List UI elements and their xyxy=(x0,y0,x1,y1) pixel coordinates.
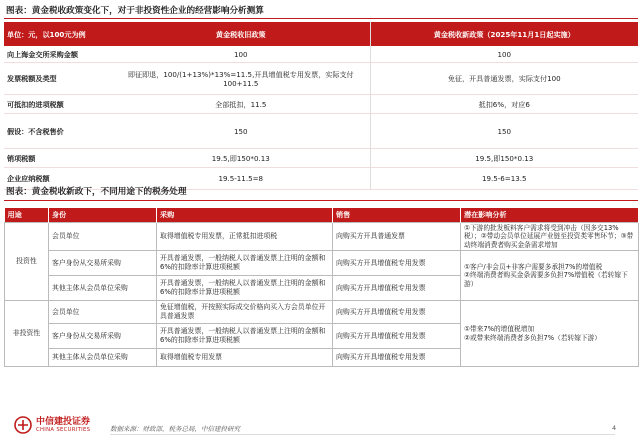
identity-cell: 会员单位 xyxy=(49,223,157,251)
usage-cell: 非投资性 xyxy=(5,301,49,367)
row-label: 发票税额及类型 xyxy=(7,74,57,83)
company-name: 中信建投证券 xyxy=(36,417,91,427)
purchase-cell: 开具普通发票，一般纳税人以普通发票上注明的金额和6%的扣除率计算进项税额 xyxy=(157,324,333,349)
page-number: 4 xyxy=(612,424,617,432)
header-sale: 销售 xyxy=(333,208,461,223)
table-row xyxy=(4,95,638,114)
purchase-cell: 开具普通发票，一般纳税人以普通发票上注明的金额和6%的扣除率计算进项税额 xyxy=(157,276,333,301)
table2-title: 图表：黄金税收新政下，不同用途下的税务处理 xyxy=(6,187,187,197)
data-source: 数据来源：财政部，税务总局，中信建投研究 xyxy=(110,425,240,433)
old-value: 150 xyxy=(233,126,248,136)
row-label: 企业应纳税额 xyxy=(7,174,50,183)
header-impact: 潜在影响分析 xyxy=(461,208,639,223)
identity-cell: 客户身份从交易所采购 xyxy=(49,324,157,349)
header-unit: 单位：元，以100元为例 xyxy=(4,22,112,46)
header-usage: 用途 xyxy=(5,208,49,223)
old-value: 19.5-11.5=8 xyxy=(218,174,264,183)
table-row xyxy=(5,223,639,251)
impact-cell: ①下游的批发板料客户需求将受到冲击（因多交13%税）；②带动会员单位延展产业链至投资类零售环节；③带动终端消费者购买金条需求增加 xyxy=(461,223,639,251)
sale-cell: 向购买方开具增值税专用发票 xyxy=(333,251,461,276)
table-row xyxy=(5,251,639,276)
identity-cell: 其他主体从会员单位采购 xyxy=(49,276,157,301)
new-value: 150 xyxy=(370,114,638,149)
header-purchase: 采购 xyxy=(157,208,333,223)
old-value: 19.5,即150*0.13 xyxy=(211,153,270,163)
header-identity: 身份 xyxy=(49,208,157,223)
old-value: 全部抵扣，11.5 xyxy=(215,99,267,109)
company-name-en: CHINA SECURITIES xyxy=(36,427,91,433)
tax-impact-table xyxy=(4,22,638,190)
row-label: 可抵扣的进项税额 xyxy=(7,99,64,109)
old-value: 100 xyxy=(233,49,248,59)
table1-title: 图表：黄金税收政策变化下，对于非投资性企业的经营影响分析测算 xyxy=(6,6,264,16)
new-value: 19.5-6=13.5 xyxy=(370,168,638,190)
purchase-cell: 取得增值税专用发票，正常抵扣进项税 xyxy=(157,223,333,251)
row-label: 假设：不含税售价 xyxy=(7,126,64,136)
new-value: 100 xyxy=(370,46,638,63)
table-row xyxy=(5,301,639,324)
purchase-cell: 开具普通发票，一般纳税人以普通发票上注明的金额和6%的扣除率计算进项税额 xyxy=(157,251,333,276)
title-rule xyxy=(4,18,638,19)
table-row xyxy=(4,46,638,63)
identity-cell: 其他主体从会员单位采购 xyxy=(49,349,157,367)
footer-rule xyxy=(110,434,615,435)
table-row xyxy=(4,114,638,149)
header-old-policy: 黄金税收旧政策 xyxy=(112,22,370,46)
header-new-policy: 黄金税收新政策（2025年11月1日起实施） xyxy=(370,22,638,46)
old-value: 即征即退，100/(1+13%)*13%=11.5,开具增值税专用发票，实际支付100+11.5 xyxy=(127,69,354,88)
purchase-cell: 取得增值税专用发票 xyxy=(157,349,333,367)
company-logo-icon xyxy=(14,416,32,434)
sale-cell: 向购买方开具普通发票 xyxy=(333,223,461,251)
sale-cell: 向购买方开具增值税专用发票 xyxy=(333,301,461,324)
sale-cell: 向购买方开具增值税专用发票 xyxy=(333,276,461,301)
row-label: 销项税额 xyxy=(7,153,36,163)
usage-cell: 投资性 xyxy=(5,223,49,301)
new-value: 抵扣6%，对应6 xyxy=(370,95,638,114)
title-rule xyxy=(4,200,638,201)
tax-treatment-table xyxy=(4,208,639,367)
table-row xyxy=(4,63,638,95)
sale-cell: 向购买方开具增值税专用发票 xyxy=(333,324,461,349)
new-value: 免征，开具普通发票，实际支付100 xyxy=(370,63,638,95)
identity-cell: 会员单位 xyxy=(49,301,157,324)
identity-cell: 客户身份从交易所采购 xyxy=(49,251,157,276)
impact-cell: ①带来7%的增值税增加 ②或带来终端消费者多负担7%（若转嫁下游） xyxy=(461,301,639,367)
table-row xyxy=(4,149,638,168)
impact-cell: ①客户/非会员+非客户需要多承担7%的增值税 ②终端消费者购买金条需要多负担7%增值税（若转嫁下游） xyxy=(461,251,639,301)
purchase-cell: 免征增值税，开按照实际成交价格向买入方会员单位开具普通发票 xyxy=(157,301,333,324)
row-label: 向上海金交所采购金额 xyxy=(7,49,78,59)
new-value: 19.5,即150*0.13 xyxy=(370,149,638,168)
sale-cell: 向购买方开具增值税专用发票 xyxy=(333,349,461,367)
